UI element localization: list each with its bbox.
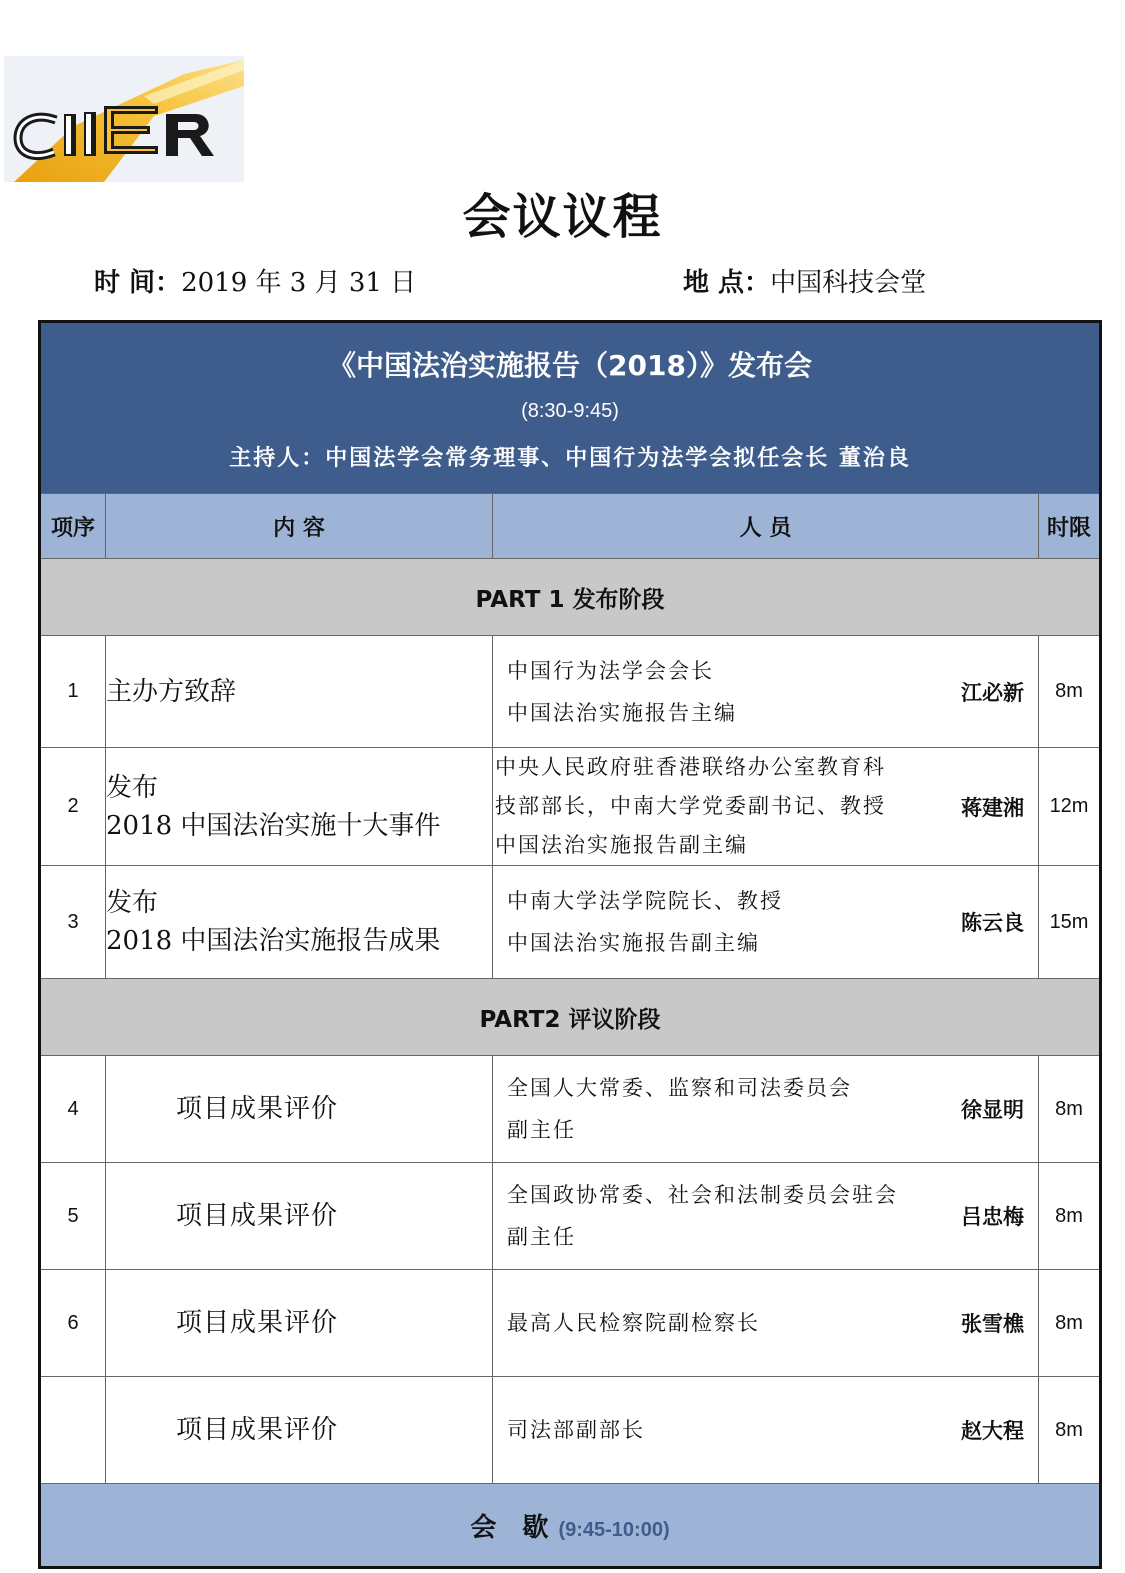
row-person bbox=[493, 1377, 1039, 1484]
role-line: 副主任 bbox=[507, 1118, 576, 1142]
row-person bbox=[493, 636, 1039, 748]
role-line: 中国法治实施报告副主编 bbox=[495, 833, 748, 857]
session-title: 《中国法治实施报告（2018）》发布会 bbox=[328, 349, 812, 382]
content-line: 发布 bbox=[106, 772, 159, 803]
content-line: 2018 中国法治实施十大事件 bbox=[106, 810, 441, 841]
role-line: 中国法治实施报告主编 bbox=[507, 700, 737, 725]
row-content bbox=[106, 866, 493, 979]
person-name: 张雪樵 bbox=[961, 1312, 1024, 1336]
content-line: 2018 中国法治实施报告成果 bbox=[106, 926, 441, 956]
role-line: 副主任 bbox=[507, 1225, 576, 1249]
row-person bbox=[493, 748, 1039, 866]
part1-label: PART 1 发布阶段 bbox=[40, 559, 1101, 636]
page-title: 会议议程 bbox=[462, 189, 663, 245]
role-line: 全国人大常委、监察和司法委员会 bbox=[507, 1076, 852, 1100]
row-no: 6 bbox=[40, 1270, 106, 1377]
header-person: 人 员 bbox=[493, 494, 1039, 559]
role-line: 中国法治实施报告副主编 bbox=[507, 931, 760, 955]
row-person bbox=[493, 1163, 1039, 1270]
row-person bbox=[493, 1056, 1039, 1163]
header-duration: 时限 bbox=[1039, 494, 1101, 559]
place-value: 中国科技会堂 bbox=[770, 268, 927, 298]
role-list bbox=[493, 748, 1038, 865]
person-name: 陈云良 bbox=[961, 911, 1024, 935]
row-duration: 15m bbox=[1039, 866, 1101, 979]
part-row bbox=[40, 559, 1101, 636]
meeting-time bbox=[94, 262, 416, 299]
role-list bbox=[493, 1409, 1038, 1451]
break-row bbox=[40, 1484, 1101, 1568]
row-no: 2 bbox=[40, 748, 106, 866]
row-no: 1 bbox=[40, 636, 106, 748]
table-row bbox=[40, 1377, 1101, 1484]
table-header bbox=[40, 494, 1101, 559]
part-row bbox=[40, 979, 1101, 1056]
agenda-table bbox=[38, 320, 1102, 1569]
person-name: 赵大程 bbox=[961, 1419, 1024, 1443]
person-name: 蒋建湘 bbox=[961, 795, 1024, 820]
role-list bbox=[493, 650, 1038, 734]
header-no: 项序 bbox=[40, 494, 106, 559]
time-label: 时 间： bbox=[94, 268, 182, 298]
break-time: (9:45-10:00) bbox=[558, 1518, 670, 1541]
row-content: 项目成果评价 bbox=[106, 1163, 493, 1270]
row-person bbox=[493, 866, 1039, 979]
role-line: 全国政协常委、社会和法制委员会驻会 bbox=[507, 1183, 898, 1207]
table-row bbox=[40, 636, 1101, 748]
table-row bbox=[40, 748, 1101, 866]
row-content bbox=[106, 748, 493, 866]
content-line: 发布 bbox=[106, 888, 159, 918]
logo bbox=[4, 56, 244, 182]
role-line: 司法部副部长 bbox=[507, 1418, 645, 1442]
place-label: 地 点： bbox=[683, 268, 771, 298]
role-list bbox=[493, 1174, 1038, 1258]
role-line: 中国行为法学会会长 bbox=[507, 658, 714, 683]
row-duration: 8m bbox=[1039, 1377, 1101, 1484]
row-no bbox=[40, 1377, 106, 1484]
session-time: (8:30-9:45) bbox=[521, 400, 619, 422]
row-no: 3 bbox=[40, 866, 106, 979]
role-list bbox=[493, 1067, 1038, 1151]
role-line: 最高人民检察院副检察长 bbox=[507, 1311, 760, 1335]
role-line: 中央人民政府驻香港联络办公室教育科 bbox=[495, 755, 886, 779]
time-value: 2019 年 3 月 31 日 bbox=[181, 268, 417, 298]
session-host: 主持人：中国法学会常务理事、中国行为法学会拟任会长 董治良 bbox=[229, 446, 911, 471]
table-row bbox=[40, 1056, 1101, 1163]
person-name: 江必新 bbox=[961, 680, 1024, 705]
row-no: 4 bbox=[40, 1056, 106, 1163]
row-content: 项目成果评价 bbox=[106, 1056, 493, 1163]
part2-label: PART2 评议阶段 bbox=[40, 979, 1101, 1056]
row-duration: 12m bbox=[1039, 748, 1101, 866]
role-line: 技部部长，中南大学党委副书记、教授 bbox=[495, 794, 886, 818]
person-name: 徐显明 bbox=[961, 1098, 1024, 1122]
row-duration: 8m bbox=[1039, 1270, 1101, 1377]
role-list bbox=[493, 880, 1038, 964]
row-duration: 8m bbox=[1039, 1163, 1101, 1270]
meeting-place bbox=[683, 262, 926, 299]
row-content: 项目成果评价 bbox=[106, 1270, 493, 1377]
role-line: 中南大学法学院院长、教授 bbox=[507, 889, 783, 913]
session-banner bbox=[40, 322, 1101, 494]
logo-graphic bbox=[4, 56, 244, 182]
row-duration: 8m bbox=[1039, 1056, 1101, 1163]
row-content: 项目成果评价 bbox=[106, 1377, 493, 1484]
person-name: 吕忠梅 bbox=[961, 1205, 1024, 1229]
row-no: 5 bbox=[40, 1163, 106, 1270]
row-content: 主办方致辞 bbox=[106, 636, 493, 748]
table-row bbox=[40, 866, 1101, 979]
row-person bbox=[493, 1270, 1039, 1377]
row-duration: 8m bbox=[1039, 636, 1101, 748]
table-row bbox=[40, 1270, 1101, 1377]
table-row bbox=[40, 1163, 1101, 1270]
role-list bbox=[493, 1302, 1038, 1344]
break-label: 会 歇 bbox=[470, 1512, 549, 1543]
header-content: 内 容 bbox=[106, 494, 493, 559]
